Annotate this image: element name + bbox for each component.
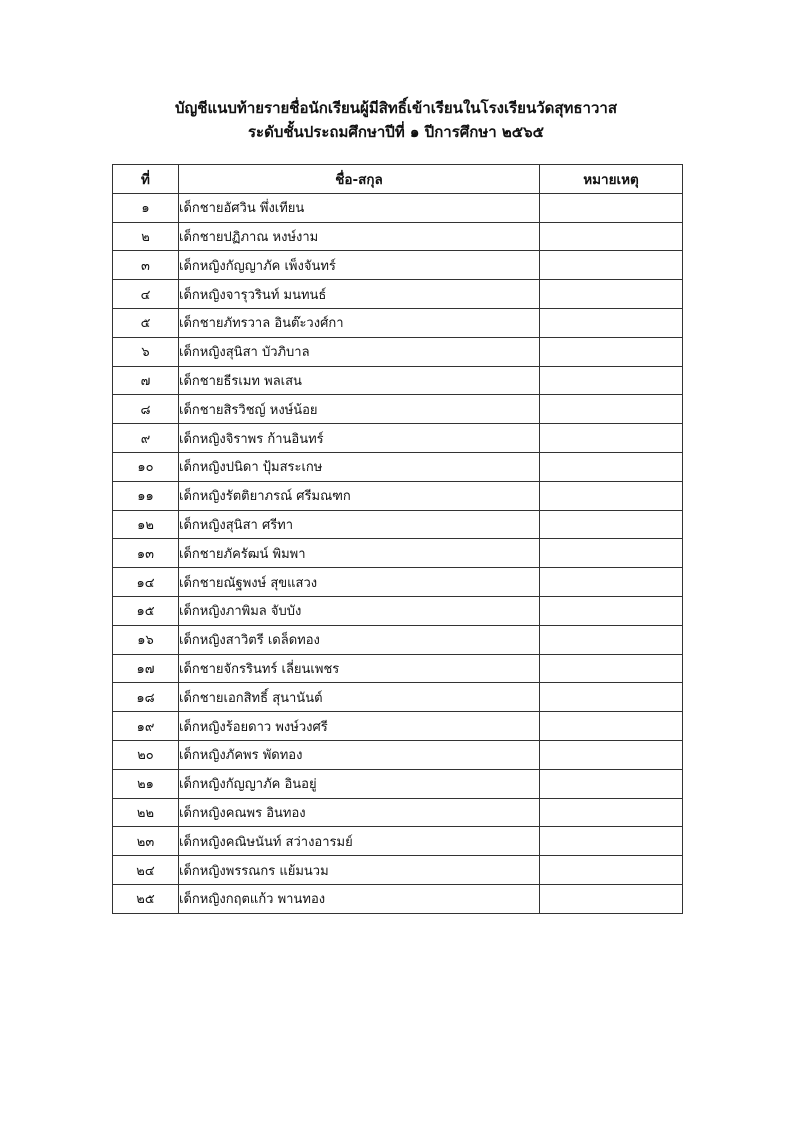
- row-note: [540, 424, 683, 453]
- document-title: [0, 96, 792, 144]
- student-name: เด็กชายจักรรินทร์ เลี่ยนเพชร: [179, 654, 540, 683]
- student-roster-table: [112, 164, 683, 914]
- row-number: ๒๒: [113, 798, 179, 827]
- title-line-1: บัญชีแนบท้ายรายชื่อนักเรียนผู้มีสิทธิ์เข้าเรียนในโรงเรียนวัดสุทธาวาส: [175, 99, 617, 117]
- row-note: [540, 510, 683, 539]
- title-line-2: ระดับชั้นประถมศึกษาปีที่ ๑ ปีการศึกษา ๒๕๖๕: [247, 123, 545, 141]
- student-name: เด็กหญิงรัตติยาภรณ์ ศรีมณฑก: [179, 481, 540, 510]
- header-note: หมายเหตุ: [540, 165, 683, 194]
- row-number: ๑๑: [113, 481, 179, 510]
- student-name: เด็กชายเอกสิทธิ์ สุนานันต์: [179, 683, 540, 712]
- table-row: [113, 625, 683, 654]
- row-number: ๑๐: [113, 452, 179, 481]
- student-name: เด็กหญิงคณิษนันท์ สว่างอารมย์: [179, 827, 540, 856]
- table-body: [113, 193, 683, 913]
- student-name: เด็กหญิงจิราพร ก้านอินทร์: [179, 424, 540, 453]
- table-row: [113, 740, 683, 769]
- row-note: [540, 251, 683, 280]
- row-number: ๒๑: [113, 769, 179, 798]
- table-row: [113, 654, 683, 683]
- header-number: ที่: [113, 165, 179, 194]
- table-row: [113, 827, 683, 856]
- table-row: [113, 769, 683, 798]
- table-row: [113, 452, 683, 481]
- row-note: [540, 481, 683, 510]
- table-row: [113, 712, 683, 741]
- row-note: [540, 366, 683, 395]
- row-number: ๕: [113, 308, 179, 337]
- row-note: [540, 395, 683, 424]
- row-number: ๑๒: [113, 510, 179, 539]
- row-note: [540, 596, 683, 625]
- student-name: เด็กชายภัทรวาล อินต๊ะวงศ์กา: [179, 308, 540, 337]
- row-number: ๑๕: [113, 596, 179, 625]
- row-number: ๒๐: [113, 740, 179, 769]
- student-name: เด็กหญิงภาพิมล จับบัง: [179, 596, 540, 625]
- row-note: [540, 856, 683, 885]
- row-number: ๑๖: [113, 625, 179, 654]
- student-name: เด็กชายปฏิภาณ หงษ์งาม: [179, 222, 540, 251]
- table-row: [113, 395, 683, 424]
- table-header-row: [113, 165, 683, 194]
- student-name: เด็กหญิงสุนิสา บัวภิบาล: [179, 337, 540, 366]
- table-row: [113, 539, 683, 568]
- student-name: เด็กหญิงกฤตแก้ว พานทอง: [179, 884, 540, 913]
- student-name: เด็กชายธีรเมท พลเสน: [179, 366, 540, 395]
- table-row: [113, 193, 683, 222]
- student-name: เด็กชายณัฐพงษ์ สุขแสวง: [179, 568, 540, 597]
- student-name: เด็กหญิงกัญญาภัค เพ็งจันทร์: [179, 251, 540, 280]
- row-number: ๑๘: [113, 683, 179, 712]
- row-number: ๑๙: [113, 712, 179, 741]
- table-row: [113, 568, 683, 597]
- row-note: [540, 625, 683, 654]
- table-row: [113, 366, 683, 395]
- row-number: ๙: [113, 424, 179, 453]
- table-row: [113, 251, 683, 280]
- table-row: [113, 856, 683, 885]
- row-number: ๖: [113, 337, 179, 366]
- row-note: [540, 654, 683, 683]
- row-note: [540, 827, 683, 856]
- row-number: ๑๓: [113, 539, 179, 568]
- table-row: [113, 481, 683, 510]
- row-number: ๑: [113, 193, 179, 222]
- table-row: [113, 280, 683, 309]
- row-note: [540, 193, 683, 222]
- row-number: ๒๕: [113, 884, 179, 913]
- student-name: เด็กหญิงร้อยดาว พงษ์วงศรี: [179, 712, 540, 741]
- student-name: เด็กชายภัครัฒน์ พิมพา: [179, 539, 540, 568]
- student-name: เด็กชายสิรวิชญ์ หงษ์น้อย: [179, 395, 540, 424]
- row-note: [540, 798, 683, 827]
- row-number: ๒๔: [113, 856, 179, 885]
- row-note: [540, 452, 683, 481]
- row-note: [540, 539, 683, 568]
- row-note: [540, 884, 683, 913]
- table-row: [113, 337, 683, 366]
- table-row: [113, 884, 683, 913]
- row-number: ๒๓: [113, 827, 179, 856]
- row-note: [540, 740, 683, 769]
- row-note: [540, 308, 683, 337]
- table-row: [113, 798, 683, 827]
- table-row: [113, 308, 683, 337]
- student-name: เด็กหญิงคณพร อินทอง: [179, 798, 540, 827]
- student-name: เด็กชายอัศวิน พึ่งเทียน: [179, 193, 540, 222]
- row-note: [540, 568, 683, 597]
- table-row: [113, 596, 683, 625]
- student-name: เด็กหญิงปนิดา ปุ้มสระเกษ: [179, 452, 540, 481]
- row-note: [540, 280, 683, 309]
- table-row: [113, 222, 683, 251]
- student-name: เด็กหญิงกัญญาภัค อินอยู่: [179, 769, 540, 798]
- table-row: [113, 683, 683, 712]
- student-name: เด็กหญิงภัคพร พัดทอง: [179, 740, 540, 769]
- row-note: [540, 337, 683, 366]
- row-number: ๘: [113, 395, 179, 424]
- row-note: [540, 769, 683, 798]
- header-name: ชื่อ-สกุล: [179, 165, 540, 194]
- student-name: เด็กหญิงจารุวรินท์ มนทนธ์: [179, 280, 540, 309]
- table-row: [113, 510, 683, 539]
- row-number: ๑๗: [113, 654, 179, 683]
- row-number: ๔: [113, 280, 179, 309]
- table-row: [113, 424, 683, 453]
- row-note: [540, 683, 683, 712]
- row-note: [540, 712, 683, 741]
- student-name: เด็กหญิงสุนิสา ศรีทา: [179, 510, 540, 539]
- student-name: เด็กหญิงพรรณกร แย้มนวม: [179, 856, 540, 885]
- row-number: ๑๔: [113, 568, 179, 597]
- row-number: ๗: [113, 366, 179, 395]
- student-name: เด็กหญิงสาวิตรี เดล็ดทอง: [179, 625, 540, 654]
- row-number: ๒: [113, 222, 179, 251]
- row-number: ๓: [113, 251, 179, 280]
- row-note: [540, 222, 683, 251]
